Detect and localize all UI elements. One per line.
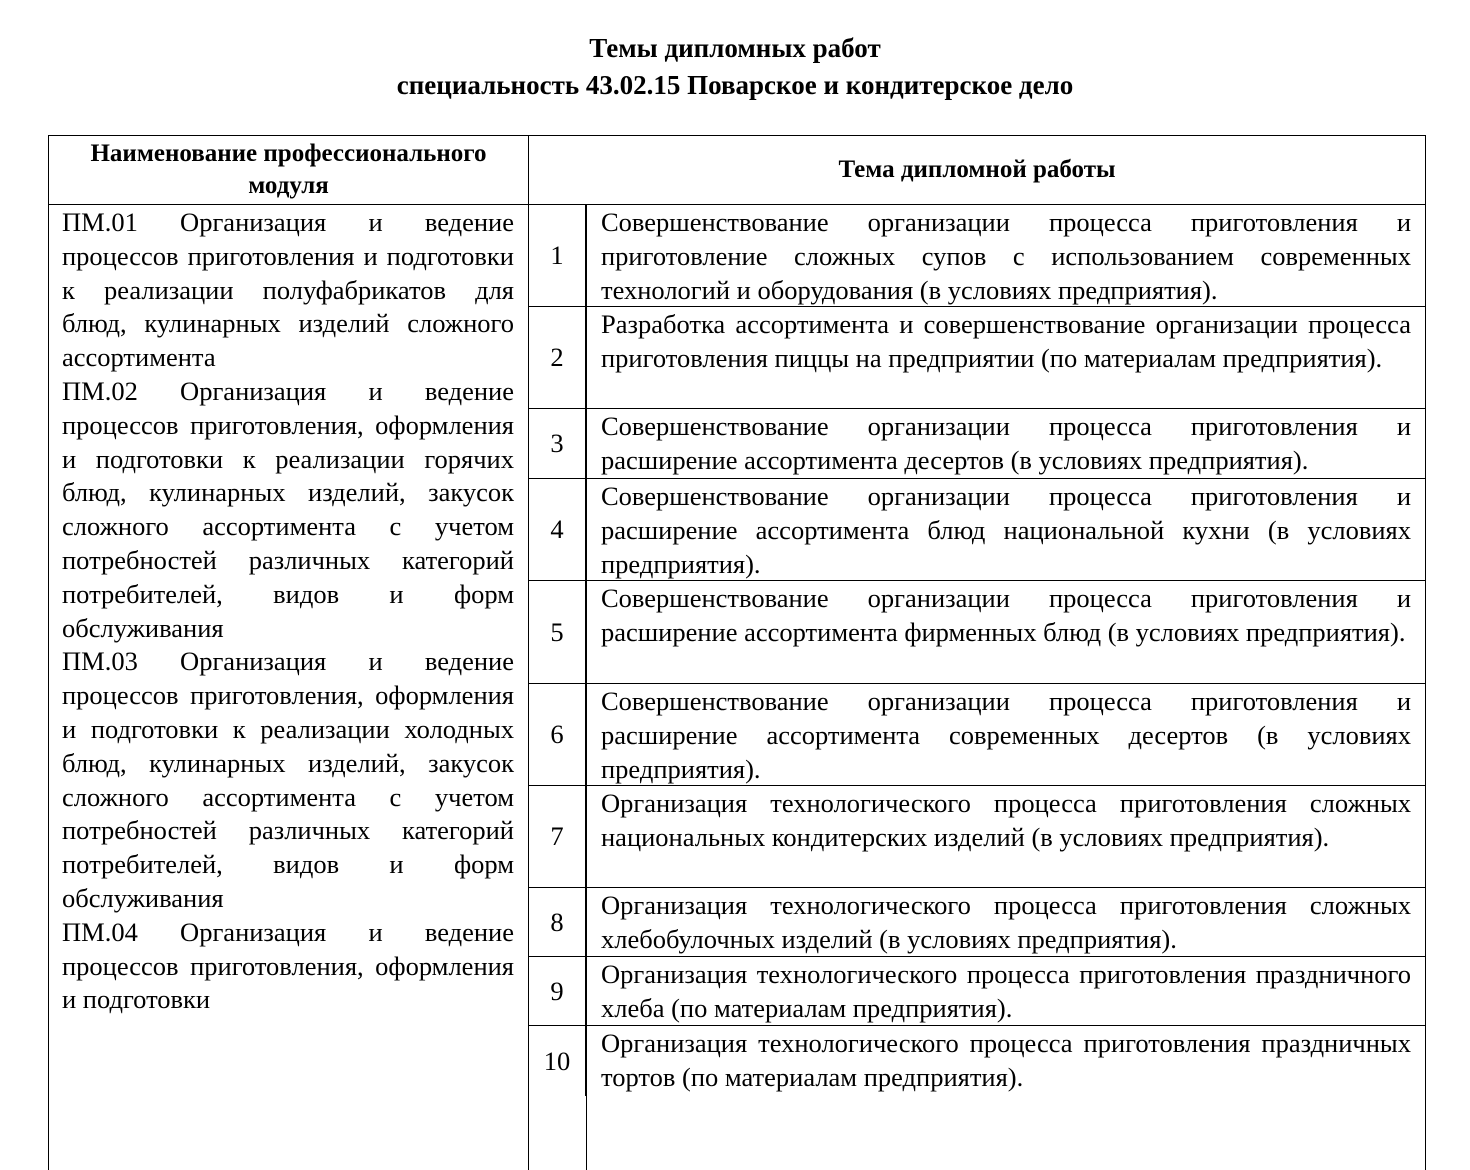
table-row <box>529 684 1425 786</box>
row-number: 1 <box>529 205 586 306</box>
topic-text: Организация технологического процесса приготовления праздничного хлеба (по материалам предприятия). <box>601 959 1411 1023</box>
title-line-2: специальность 43.02.15 Поварское и кондитерское дело <box>396 70 1074 100</box>
module-item: ПМ.04 Организация и ведение процессов приготовления, оформления и подготовки <box>62 916 514 1015</box>
row-number: 8 <box>529 888 586 956</box>
row-number: 9 <box>529 957 586 1025</box>
title-line-1: Темы дипломных работ <box>589 33 881 63</box>
header-module-label: Наименование профессионального модуля <box>90 140 487 199</box>
topic-text: Организация технологического процесса приготовления сложных национальных кондитерских изделий (в условиях предприятия). <box>601 788 1411 852</box>
row-number: 7 <box>529 786 586 887</box>
module-item: ПМ.01 Организация и ведение процессов приготовления и подготовки к реализации полуфабрикатов для блюд, кулинарных изделий сложного ассортимента <box>62 207 514 373</box>
topic-text: Совершенствование организации процесса приготовления и приготовление сложных супов с использованием современных технологий и оборудования (в условиях предприятия). <box>601 207 1411 305</box>
document-title <box>0 30 1470 104</box>
modules-cell <box>62 206 514 1017</box>
topic-text: Разработка ассортимента и совершенствование организации процесса приготовления пиццы на предприятии (по материалам предприятия). <box>601 309 1411 373</box>
topic-text: Совершенствование организации процесса приготовления и расширение ассортимента десертов (в условиях предприятия). <box>601 411 1411 475</box>
row-number: 10 <box>529 1026 586 1096</box>
table-row <box>529 1026 1425 1096</box>
topic-text: Совершенствование организации процесса приготовления и расширение ассортимента современных десертов (в условиях предприятия). <box>601 686 1411 784</box>
table-row <box>529 479 1425 581</box>
table-row <box>529 786 1425 888</box>
topic-text: Совершенствование организации процесса приготовления и расширение ассортимента фирменных блюд (в условиях предприятия). <box>601 583 1411 647</box>
row-number: 2 <box>529 307 586 408</box>
topic-rows <box>529 205 1425 1096</box>
header-topic <box>529 136 1425 204</box>
table-row <box>529 957 1425 1026</box>
table-row <box>529 581 1425 684</box>
table-row <box>529 409 1425 479</box>
table-row <box>529 205 1425 307</box>
module-item: ПМ.02 Организация и ведение процессов приготовления, оформления и подготовки к реализации горячих блюд, кулинарных изделий, закусок сложного ассортимента с учетом потребностей различных категорий потребителей, видов и форм обслуживания <box>62 375 514 643</box>
row-number: 4 <box>529 479 586 580</box>
topic-text: Организация технологического процесса приготовления сложных хлебобулочных изделий (в условиях предприятия). <box>601 890 1411 954</box>
header-topic-label: Тема дипломной работы <box>838 156 1116 183</box>
module-item: ПМ.03 Организация и ведение процессов приготовления, оформления и подготовки к реализации холодных блюд, кулинарных изделий, закусок сложного ассортимента с учетом потребностей различных категорий потребителей, видов и форм обслуживания <box>62 646 514 913</box>
topics-table <box>48 135 1426 1170</box>
table-row <box>529 307 1425 409</box>
topic-text: Совершенствование организации процесса приготовления и расширение ассортимента блюд национальной кухни (в условиях предприятия). <box>601 481 1411 579</box>
header-module <box>49 136 528 204</box>
row-number: 6 <box>529 684 586 785</box>
row-number: 5 <box>529 581 586 683</box>
row-number: 3 <box>529 409 586 478</box>
topic-text: Организация технологического процесса приготовления праздничных тортов (по материалам предприятия). <box>601 1028 1411 1092</box>
table-row <box>529 888 1425 957</box>
